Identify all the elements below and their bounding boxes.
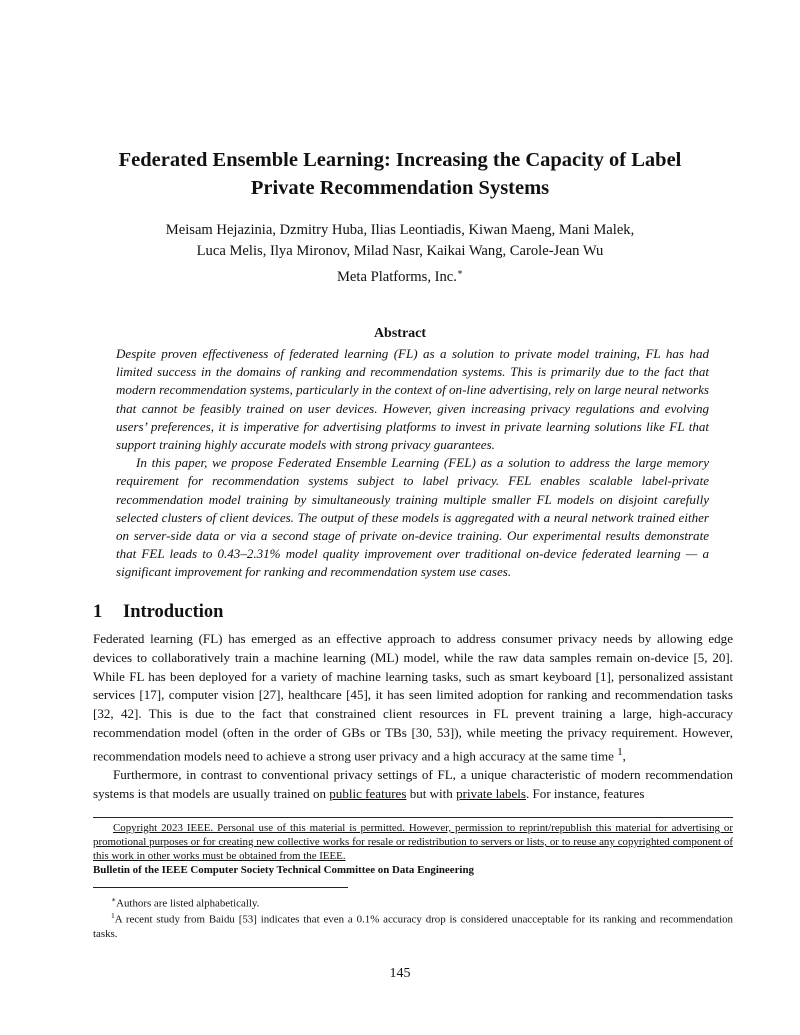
abstract-heading: Abstract <box>373 326 427 341</box>
intro-paragraph-2-end: . For instance, features <box>526 785 645 801</box>
footnote-divider <box>93 887 348 888</box>
authors-line-2: Luca Melis, Ilya Mironov, Milad Nasr, Kaikai Wang, Carole-Jean Wu <box>196 243 604 259</box>
intro-paragraph-2 <box>93 766 733 804</box>
author-block <box>60 220 740 288</box>
affiliation-footnote-mark: ∗ <box>456 267 464 277</box>
section-heading <box>93 602 223 623</box>
page-number: 145 <box>389 966 411 981</box>
private-labels-term: private labels <box>456 785 527 801</box>
copyright-text: Copyright 2023 IEEE. Personal use of this material is permitted. However, permission to reprint/republish this material for advertising or promotional purposes or for creating new collective works for resale or redistribution to servers or lists, or to reuse any copyrighted component of this work in other works must be obtained from the IEEE. <box>93 822 733 863</box>
public-features-term: public features <box>329 785 407 801</box>
footnote-ref-1: 1 <box>617 745 623 758</box>
intro-paragraph-2-start: Furthermore, in contrast to conventional privacy settings of FL, a unique characteristic of modern recommendation systems is that models are usually trained on <box>93 766 733 801</box>
title-line-2: Private Recommendation Systems <box>250 177 550 199</box>
copyright-notice <box>93 817 733 877</box>
title-line-1: Federated Ensemble Learning: Increasing the Capacity of Label <box>118 149 682 171</box>
footnote-star-text: Authors are listed alphabetically. <box>116 897 260 910</box>
abstract <box>116 345 709 582</box>
intro-paragraph-1 <box>93 630 733 766</box>
footnote-1-mark: 1 <box>111 911 115 920</box>
footnote-star-mark: ∗ <box>111 895 117 904</box>
authors-line-1: Meisam Hejazinia, Dzmitry Huba, Ilias Leontiadis, Kiwan Maeng, Mani Malek, <box>165 222 635 238</box>
introduction-body <box>93 630 733 804</box>
paper-title <box>60 146 740 202</box>
intro-paragraph-1-text: Federated learning (FL) has emerged as an effective approach to address consumer privacy needs by allowing edge devices to collaboratively train a machine learning (ML) model, while the raw data samples remain on-device [5, 20]. While FL has been deployed for a variety of machine learning tasks, such as smart keyboard [1], personalized assistant services [17], computer vision [27], healthcare [45], it has seen limited adoption for ranking and recommendation tasks [32, 42]. This is due to the fact that constrained client resources in FL prevent training a large, high-accuracy recommendation model (often in the order of GBs or TBs [30, 53]), while meeting the privacy requirement. However, recommendation models need to achieve a strong user privacy and a high accuracy at the same time <box>93 631 733 764</box>
affiliation <box>60 262 740 288</box>
intro-paragraph-2-mid: but with <box>406 785 457 801</box>
bulletin-name: Bulletin of the IEEE Computer Society Technical Committee on Data Engineering <box>93 864 474 877</box>
abstract-paragraph-2: In this paper, we propose Federated Ensemble Learning (FEL) as a solution to address the large memory requirement for recommendation systems subject to label privacy. FEL enables scalable label-private recommendation model training by simultaneously training multiple smaller FL models on disjoint carefully selected clusters of client devices. The output of these models is aggregated with a neural network trained either on server-side data or via a second stage of private on-device training. Our experimental results demonstrate that FEL leads to 0.43–2.31% model quality improvement over traditional on-device federated learning — a significant improvement for ranking and recommendation system use cases. <box>116 455 709 580</box>
footnote-1-text: A recent study from Baidu [53] indicates that even a 0.1% accuracy drop is considered unacceptable for its ranking and recommendation tasks. <box>93 913 733 940</box>
abstract-paragraph-1: Despite proven effectiveness of federated learning (FL) as a solution to private model training, FL has had limited success in the domains of ranking and recommendation systems. This is primarily due to the fact that modern recommendation systems, particularly in the context of on-line advertising, rely on large neural networks that cannot be feasibly trained on user devices. However, given increasing privacy regulations and evolving users’ preferences, it is imperative for advertising platforms to invest in private learning solutions like FL that support training highly accurate models with strong privacy guarantees. <box>116 346 709 453</box>
footnote-authors <box>93 893 733 911</box>
section-number: 1 <box>93 602 103 622</box>
section-title: Introduction <box>123 602 224 622</box>
affiliation-name: Meta Platforms, Inc. <box>336 268 457 285</box>
intro-paragraph-1-end: , <box>622 748 626 764</box>
footnote-1 <box>93 909 733 941</box>
